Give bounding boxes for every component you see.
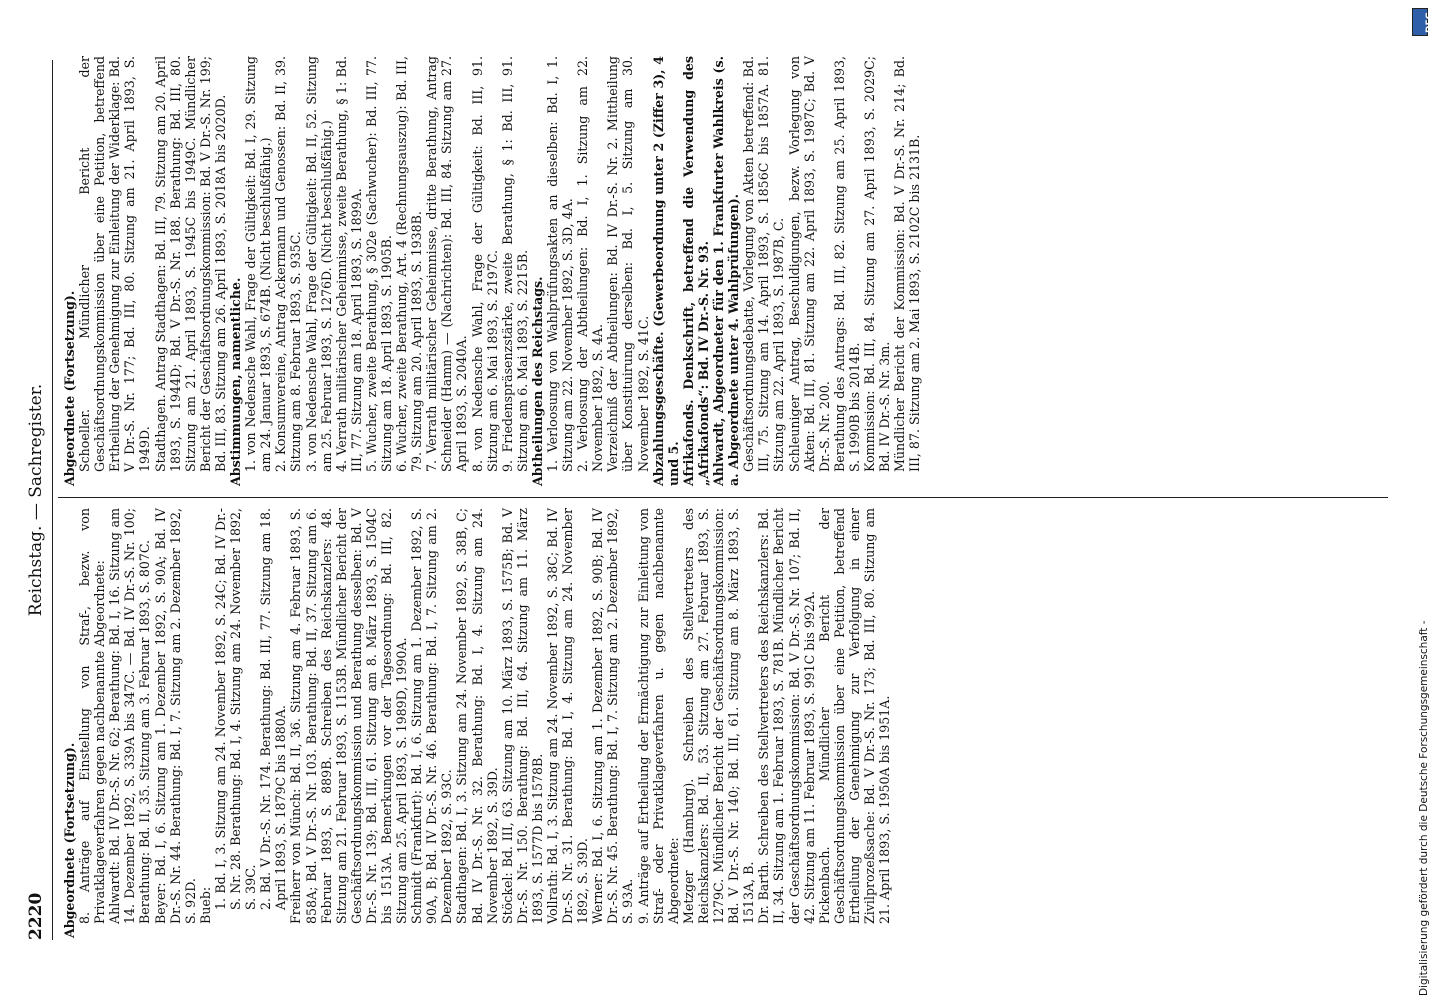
entry-text: Geschäftsordnungsdebatte, Vorlegung von Akten betreffend: Bd. III, 75. Sitzung am 14. April 1893, S. 1856C bis 1857A. 81. Sitzung am 22. April 1893, S. 1987B, C. — [741, 56, 787, 472]
entry-text: 9. Anträge auf Ertheilung der Ermächtigung zur Einleitung von Straf- oder Privatklageverfahren u. gegen nachbenannte Abgeordnete: — [635, 508, 681, 924]
entry-text: Pickenbach. Mündlicher Bericht der Geschäftsordnungskommission über eine Petition, betreffend Ertheilung der Genehmigung zur Verfolgung in einer Zivilprozeßsache: Bd. V Dr.-S. Nr. 173; Bd. III, 80. Sitzung am 21. April 1893, S. 1950A bis 1951A. — [816, 508, 893, 924]
entry-text: 4. Verrath militärischer Geheimnisse, zweite Berathung, § 1: Bd. III, 77. Sitzung am 18. April 1893, S. 1899A. — [333, 56, 364, 472]
entry-text: Schleuniger Antrag, Beschuldigungen, bezw. Vorlegung von Akten: Bd. III, 81. Sitzung am 22. April 1893, S. 1987C; Bd. V Dr.-S. Nr. 200. — [786, 56, 832, 472]
entry-text: Kommission: Bd. III, 84. Sitzung am 27. April 1893, S. 2029C; Bd. IV Dr.-S. Nr. 3m. — [861, 56, 893, 472]
entry-text: Ahlwardt: Bd. IV Dr.-S. Nr. 62; Berathung: Bd. I, 16. Sitzung am 14. Dezember 1892, S. 339A bis 347C. — Bd. IV Dr.-S. Nr. 100; Berathung: Bd. II, 35. Sitzung am 3. Februar 1893, S. 807C. — [107, 508, 153, 924]
digitization-stamp: Digitalisierung gefördert durch die Deutsche Forschungsgemeinschaft - — [1418, 620, 1430, 996]
frame-running-title: Reichstag. — Sachregister. — [26, 383, 46, 617]
entry-text: 1. von Nedensche Wahl, Frage der Gültigkeit: Bd. I, 29. Sitzung am 24. Januar 1893, S. 674B. (Nicht beschlußfähig.) — [243, 56, 274, 472]
entry-heading: Abzahlungsgeschäfte. (Gewerbeordnung unter 2 (Ziffer 3), 4 und 5. — [650, 56, 681, 486]
frame-page-number: 2220 — [26, 892, 46, 940]
dfg-logo-text: DFG — [1425, 11, 1435, 33]
entry-text: Verzeichniß der Abtheilungen: Bd. IV Dr.-S. Nr. 2. Mittheilung über Konstituirung derselben: Bd. I, 5. Sitzung am 30. November 1892, S. 41C. — [605, 56, 651, 472]
entry-text: Stöckel: Bd. III, 63. Sitzung am 10. März 1893, S. 1575B; Bd. V Dr.-S. Nr. 150. Berathung: Bd. III, 64. Sitzung am 11. März 1893, S. 1577D bis 1578B. — [499, 508, 545, 924]
entry-text: Vollrath: Bd. I, 3. Sitzung am 24. November 1892, S. 38C; Bd. IV Dr.-S. Nr. 31. Berathung: Bd. I, 4. Sitzung am 24. November 1892, S. 39D. — [545, 508, 591, 924]
entry-text: 1. Bd. I, 3. Sitzung am 24. November 1892, S. 24C; Bd. IV Dr.-S. Nr. 28. Berathung: Bd. I, 4. Sitzung am 24. November 1892, S. 39C. — [212, 508, 259, 910]
entry-heading: Ahlwardt, Abgeordneter für den 1. Frankfurter Wahlkreis (s. a. Abgeordnete unter 4. Wahlprüfungen). — [711, 56, 742, 486]
entry-text: Metzger (Hamburg). Schreiben des Stellvertreters des Reichskanzlers: Bd. II, 53. Sitzung am 27. Februar 1893, S. 1279C. Mündlicher Bericht der Geschäftsordnungskommission: Bd. V Dr.-S. Nr. 140; Bd. III, 61. Sitzung am 8. März 1893, S. 1513A, B. — [680, 508, 757, 924]
entry-text: Stadthagen: Bd. I, 3. Sitzung am 24. November 1892, S. 38B, C; Bd. IV Dr.-S. Nr. 32. Berathung: Bd. I, 4. Sitzung am 24. November 1892, S. 39D. — [454, 508, 500, 924]
entry-text: Dr. Barth. Schreiben des Stellvertreters des Reichskanzlers: Bd. II, 34. Sitzung am 1. Februar 1893, S. 781B. Mündlicher Bericht der Geschäftsordnungskommission: Bd. V Dr.-S. Nr. 107; Bd. II, 42. Sitzung am 11. Februar 1893, S. 991C bis 992A. — [756, 508, 817, 924]
entry-text: Schoeller. Mündlicher Bericht der Geschäftsordnungskommission über eine Petition, betreffend Ertheilung der Genehmigung zur Einleitung der Widerklage: Bd. V Dr.-S. Nr. 177; Bd. III, 80. Sitzung am 21. April 1893, S. 1949D. — [77, 56, 153, 472]
frame-header — [26, 60, 50, 940]
header-rule — [52, 60, 53, 940]
entry-heading: Abgeordnete (Fortsetzung). — [62, 290, 77, 486]
entry-text: 2. Bd. V Dr.-S. Nr. 174. Berathung: Bd. III, 77. Sitzung am 18. April 1893, S. 1879C bis 1880A. — [258, 508, 289, 910]
entry-text: Beyer: Bd. I, 6. Sitzung am 1. Dezember 1892, S. 90A; Bd. IV Dr.-S. Nr. 44. Berathung: Bd. I, 7. Sitzung am 2. Dezember 1892, S. 92D. — [152, 508, 198, 924]
entry-text: Stadthagen. Antrag Stadthagen: Bd. III, 79. Sitzung am 20. April 1893, S. 1944D; Bd. V Dr.-S. Nr. 188. Berathung: Bd. III, 80. Sitzung am 21. April 1893, S. 1945C bis 1949C. Mündlicher Bericht der Geschäftsordnungskommission: Bd. V Dr.-S. Nr. 199; Bd. III, 83. Sitzung am 26. April 1893, S. 2018A bis 2020D. — [152, 56, 228, 472]
entry-text: Mündlicher Bericht der Kommission: Bd. V Dr.-S. Nr. 214; Bd. III, 87. Sitzung am 2. Mai 1893, S. 2102C bis 2131B. — [892, 56, 923, 472]
entry-heading: Abgeordnete (Fortsetzung). — [62, 742, 77, 938]
entry-text: Schmidt (Frankfurt): Bd. I, 6. Sitzung am 1. Dezember 1892, S. 90A, B; Bd. IV Dr.-S. Nr. 46. Berathung: Bd. I, 7. Sitzung am 2. Dezember 1892, S. 93C. — [409, 508, 455, 924]
entry-text: Berathung des Antrags: Bd. III, 82. Sitzung am 25. April 1893, S. 1990B bis 2014B. — [831, 56, 862, 472]
entry-text: 3. von Nedensche Wahl, Frage der Gültigkeit: Bd. II, 52. Sitzung am 25. Februar 1893, S. 1276D. (Nicht beschlußfähig.) — [303, 56, 334, 472]
entry-heading: Abstimmungen, namentliche. — [228, 277, 244, 486]
column-divider — [58, 497, 1388, 498]
entry-text: 2. Konsumvereine, Antrag Ackermann und Genossen: Bd. II, 39. Sitzung am 8. Februar 1893, S. 935C. — [273, 56, 304, 472]
entry-heading: Afrikafonds. Denkschrift, betreffend die Verwendung des „Afrikafonds“: Bd. IV Dr.-S. Nr. 93. — [680, 56, 711, 486]
entry-text: 1. Verloosung von Wahlprüfungsakten an dieselben: Bd. I, 1. Sitzung am 22. November 1892, S. 3D, 4A. — [545, 56, 576, 472]
entry-text: 6. Wucher, zweite Berathung, Art. 4 (Rechnungsauszug): Bd. III, 79. Sitzung am 20. April 1893, S. 1938B. — [394, 56, 425, 472]
entry-text: 7. Verrath militärischer Geheimnisse, dritte Berathung, Antrag Schneider (Hamm) — (Nachrichten): Bd. III, 84. Sitzung am 27. April 1893, S. 2040A. — [424, 56, 470, 472]
entry-text: Freiherr von Münch: Bd. II, 36. Sitzung am 4. Februar 1893, S. 858A; Bd. V Dr.-S. Nr. 103. Berathung: Bd. II, 37. Sitzung am 6. Februar 1893, S. 889B. Schreiben des Reichskanzlers: 48. Sitzung am 21. Februar 1893, S. 1153B. Mündlicher Bericht der Geschäftsordnungskommission und Berathung desselben: Bd. V Dr.-S. Nr. 139; Bd. III, 61. Sitzung am 8. März 1893, S. 1504C bis 1513A. Bemerkungen vor der Tagesordnung: Bd. III, 82. Sitzung am 25. April 1893, S. 1989D, 1990A. — [288, 508, 410, 924]
right-column — [62, 56, 1382, 486]
entry-text: Werner: Bd. I, 6. Sitzung am 1. Dezember 1892, S. 90B; Bd. IV Dr.-S. Nr. 45. Berathung: Bd. I, 7. Sitzung am 2. Dezember 1892, S. 93A. — [590, 508, 636, 924]
entry-text: 2. Verloosung der Abtheilungen: Bd. I, 1. Sitzung am 22. November 1892, S. 4A. — [575, 56, 606, 472]
entry-text: 8. von Nedensche Wahl, Frage der Gültigkeit: Bd. III, 91. Sitzung am 6. Mai 1893, S. 2197C. — [469, 56, 500, 472]
entry-text: 5. Wucher, zweite Berathung, § 302e (Sachwucher): Bd. III, 77. Sitzung am 18. April 1893, S. 1905B. — [363, 56, 394, 472]
entry-text: 8. Anträge auf Einstellung von Straf-, bezw. von Privatklageverfahren gegen nachbenannte Abgeordnete: — [77, 508, 108, 924]
entry-heading: Abtheilungen des Reichstags. — [529, 276, 545, 486]
entry-text: 9. Friedenspräsenzstärke, zweite Berathung, § 1: Bd. III, 91. Sitzung am 6. Mai 1893, S. 2215B. — [499, 56, 530, 472]
left-column — [62, 508, 1382, 938]
entry-text: Bueb: — [197, 886, 213, 924]
